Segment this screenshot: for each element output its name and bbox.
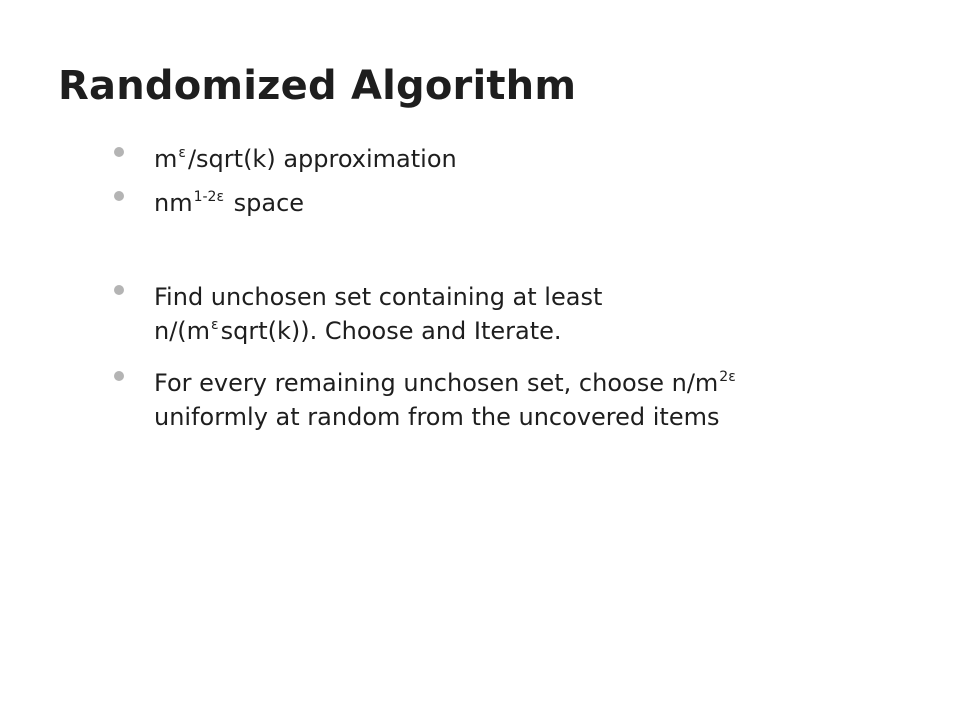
superscript: 1-2ε bbox=[193, 189, 225, 205]
text-run: n/(m bbox=[154, 317, 211, 345]
superscript: ε bbox=[178, 145, 186, 161]
bullet-dot-icon bbox=[114, 371, 124, 381]
bullet-line bbox=[154, 314, 602, 348]
text-run: m bbox=[154, 145, 178, 173]
bullet-text bbox=[154, 142, 457, 176]
text-run: nm bbox=[154, 189, 193, 217]
bullet-dot-icon bbox=[114, 285, 124, 295]
bullet-line bbox=[154, 366, 738, 400]
bullet-text bbox=[154, 186, 304, 220]
slide-title: Randomized Algorithm bbox=[58, 63, 577, 109]
text-run: sqrt(k)). Choose and Iterate. bbox=[220, 317, 562, 345]
bullet-line: uniformly at random from the uncovered items bbox=[154, 403, 720, 431]
bullet-line bbox=[154, 142, 457, 176]
bullet-dot-icon bbox=[114, 147, 124, 157]
superscript: 2ε bbox=[719, 369, 736, 385]
bullet-line bbox=[154, 186, 304, 220]
text-run: For every remaining unchosen set, choose n/m bbox=[154, 369, 719, 397]
bullet-text bbox=[154, 280, 602, 348]
bullet-line: Find unchosen set containing at least bbox=[154, 283, 603, 311]
superscript: ε bbox=[211, 317, 219, 333]
bullet-dot-icon bbox=[114, 191, 124, 201]
text-run: /sqrt(k) approximation bbox=[187, 145, 457, 173]
bullet-text bbox=[154, 366, 738, 434]
text-run: space bbox=[226, 189, 305, 217]
